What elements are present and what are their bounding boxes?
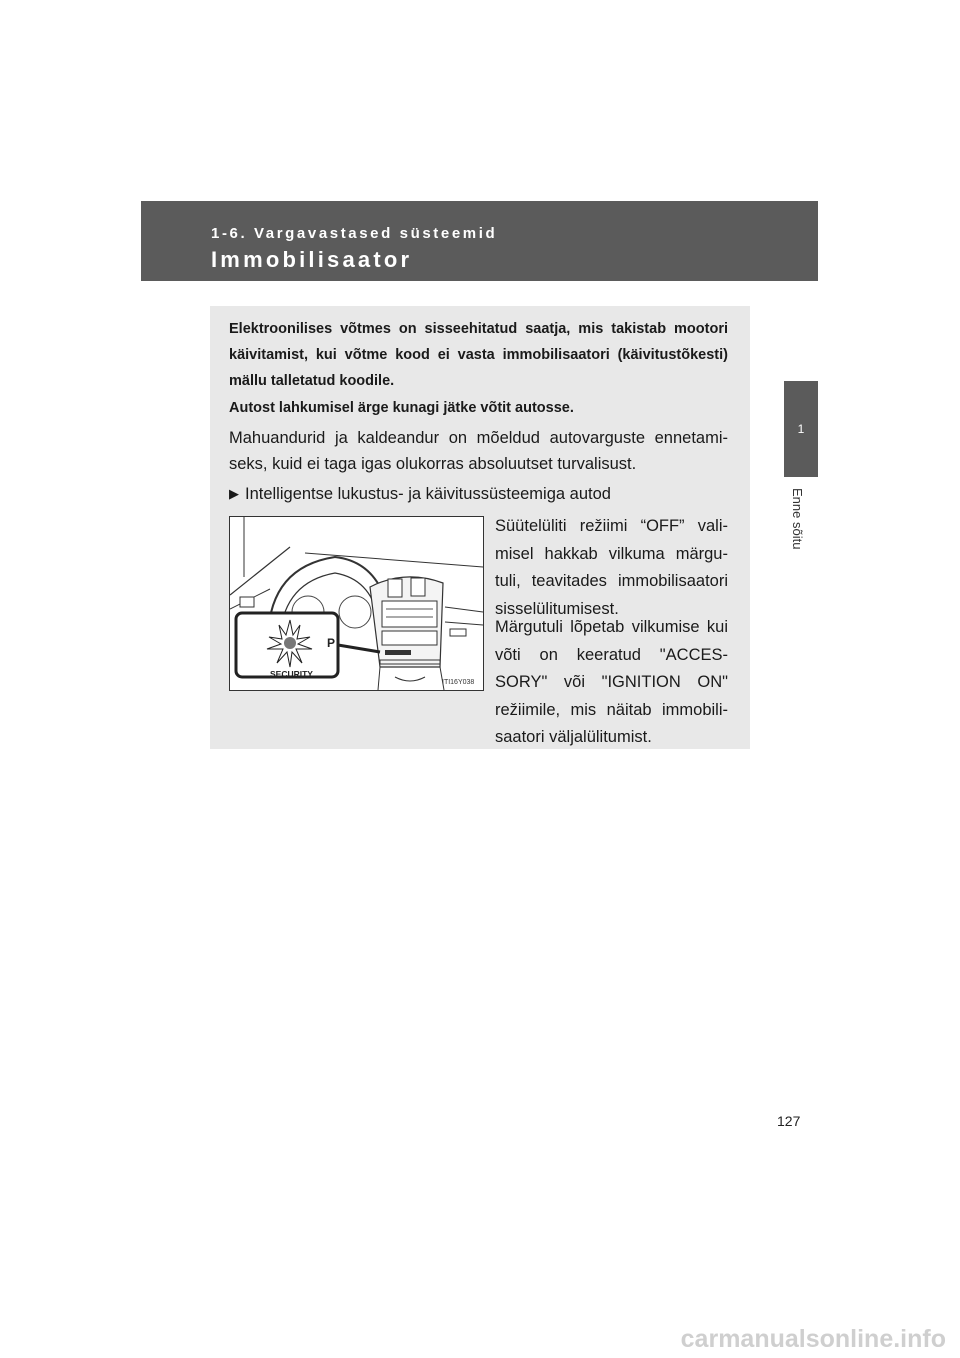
figure-code: ITI16Y038 bbox=[442, 679, 475, 686]
section-header bbox=[141, 201, 818, 281]
chapter-label: Enne sõitu bbox=[790, 488, 805, 550]
page-title: Immobilisaator bbox=[211, 247, 413, 272]
chapter-number: 1 bbox=[797, 422, 805, 436]
body-paragraph: Mahuandurid ja kaldeandur on mõeldud autovarguste ennetamiseks, kuid ei taga igas olukorras absoluutset turvalisust. bbox=[229, 429, 728, 473]
dashboard-illustration bbox=[229, 516, 484, 691]
description-paragraph-1: Süütelüliti režiimi “OFF” valimisel hakkab vilkuma märgutuli, teavitades immobilisaatori sisselülitumisest. bbox=[495, 517, 728, 618]
description-paragraph-2: Märgutuli lõpetab vilkumise kui võti on keeratud "ACCESSORY" või "IGNITION ON" režiimile, mis näitab immobilisaatori väljalülitumist. bbox=[495, 618, 728, 746]
warning-paragraph: Autost lahkumisel ärge kunagi jätke võtit autosse. bbox=[229, 400, 574, 416]
p-label: P bbox=[327, 636, 336, 650]
bullet-item bbox=[229, 481, 611, 507]
section-number: 1-6. Vargavastased süsteemid bbox=[211, 225, 498, 242]
intro-paragraph: Elektroonilises võtmes on sisseehitatud saatja, mis takistab mootori käivitamist, kui võtme kood ei vasta immobilisaatori (käivitustõkesti) mällu talletatud koodile. bbox=[229, 321, 728, 389]
triangle-bullet-icon: ▶ bbox=[229, 486, 239, 501]
watermark-text: carmanualsonline.info bbox=[680, 1325, 946, 1353]
page-number: 127 bbox=[777, 1113, 801, 1129]
chapter-tab bbox=[784, 381, 818, 477]
watermark bbox=[0, 1318, 960, 1358]
security-label: SECURITY bbox=[270, 669, 313, 679]
bullet-text: Intelligentse lukustus- ja käivitussüsteemiga autod bbox=[245, 485, 611, 503]
